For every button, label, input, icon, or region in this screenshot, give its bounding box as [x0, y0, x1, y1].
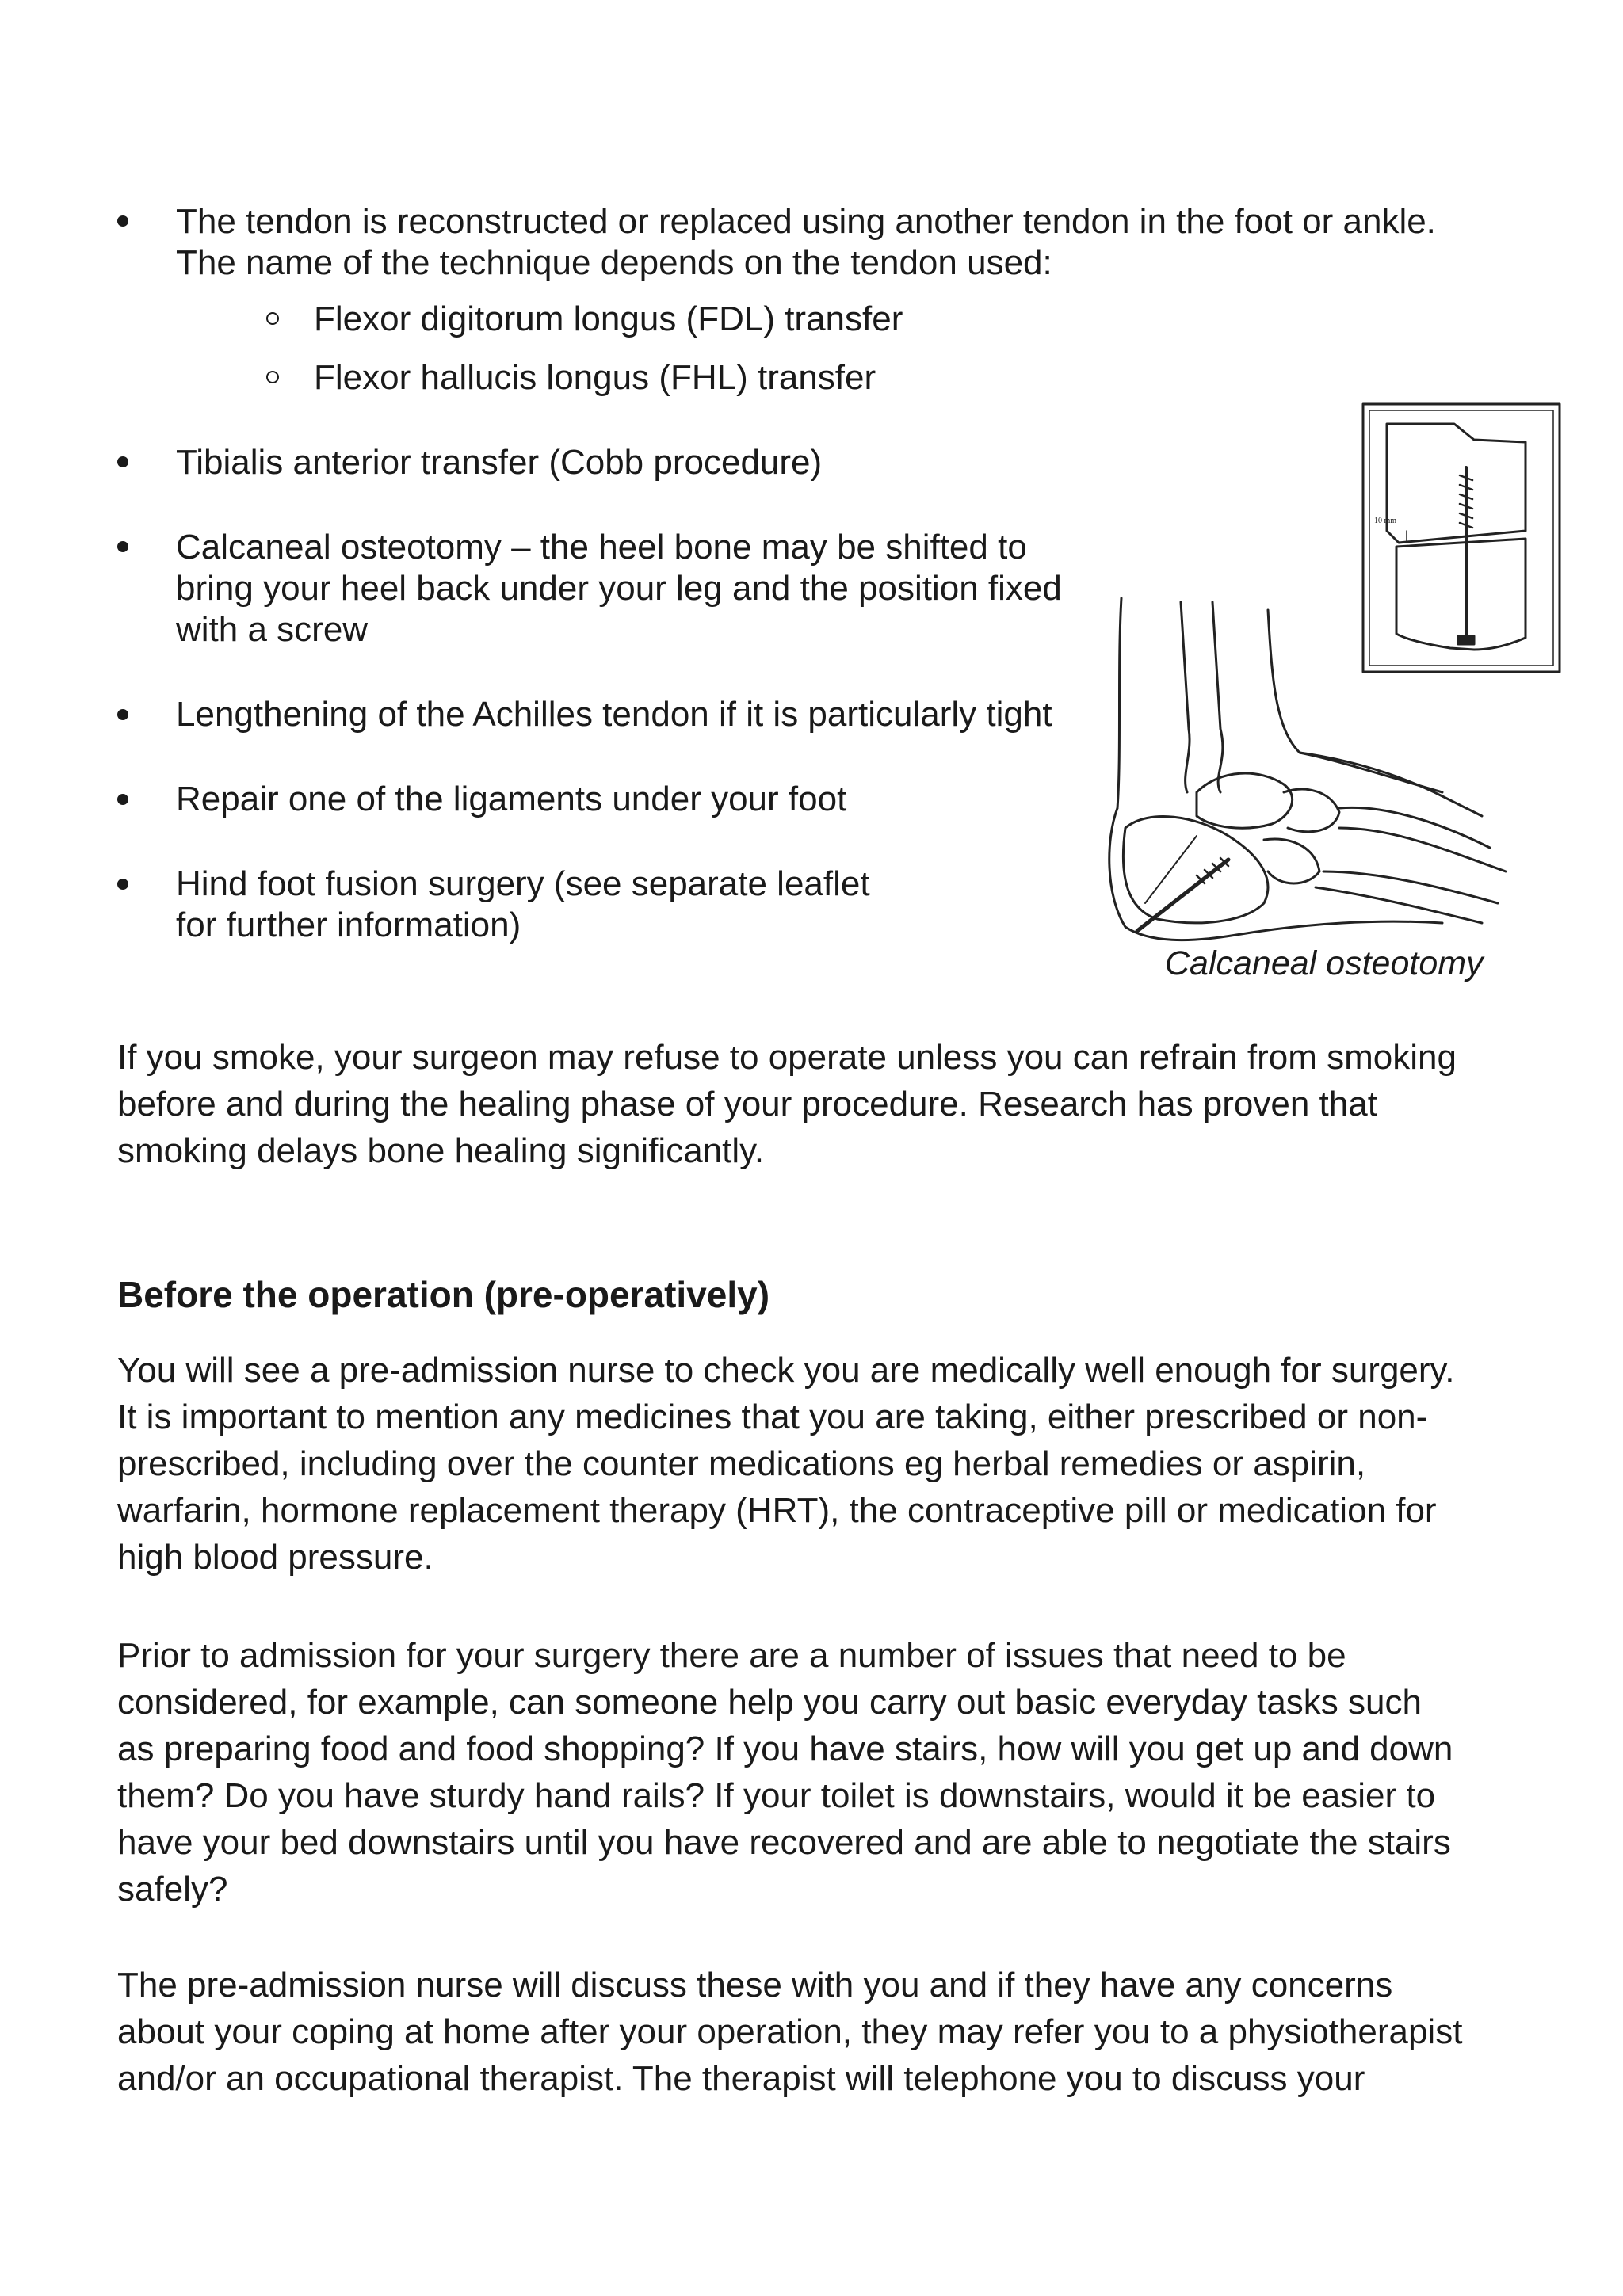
text-line: It is important to mention any medicines that you are taking, either prescribed or non-	[117, 1398, 1428, 1436]
osteotomy-cut	[1145, 836, 1197, 903]
sub-item-fhl: Flexor hallucis longus (FHL) transfer	[314, 358, 876, 397]
cuboid-outline	[1264, 839, 1319, 883]
figure-caption: Calcaneal osteotomy	[1165, 944, 1484, 982]
text-line: safely?	[117, 1870, 228, 1909]
text-line: as preparing food and food shopping? If you have stairs, how will you get up and down	[117, 1730, 1453, 1768]
prior-to-admission-paragraph	[117, 1632, 1512, 1913]
inset-screw-head	[1458, 636, 1474, 644]
text-line: warfarin, hormone replacement therapy (HRT), the contraceptive pill or medication for	[117, 1491, 1437, 1530]
text-line: with a screw	[176, 610, 369, 649]
inset-heel-lower	[1396, 539, 1526, 650]
metatarsal-1	[1339, 807, 1490, 848]
text-line: If you smoke, your surgeon may refuse to operate unless you can refrain from smoking	[117, 1038, 1457, 1077]
bullet-tibialis: Tibialis anterior transfer (Cobb procedure)	[176, 443, 823, 482]
text-line: bring your heel back under your leg and the position fixed	[176, 569, 1062, 608]
metatarsal-3	[1323, 871, 1498, 903]
sub-bullet-marker	[266, 371, 279, 383]
pre-admission-paragraph	[117, 1347, 1512, 1581]
text-line: them? Do you have sturdy hand rails? If your toilet is downstairs, would it be easier to	[117, 1776, 1436, 1815]
nurse-discussion-paragraph	[117, 1962, 1512, 2102]
bullet-marker	[117, 456, 128, 467]
sub-item-fdl: Flexor digitorum longus (FDL) transfer	[314, 299, 903, 338]
text-line: prescribed, including over the counter medications eg herbal remedies or aspirin,	[117, 1444, 1366, 1483]
text-line: The tendon is reconstructed or replaced using another tendon in the foot or ankle.	[176, 202, 1436, 241]
bullet-calcaneal-osteotomy	[176, 527, 1062, 650]
bullet-marker	[117, 709, 128, 720]
text-line: Calcaneal osteotomy – the heel bone may be shifted to	[176, 528, 1027, 566]
calcaneus-outline	[1123, 817, 1268, 923]
section-heading: Before the operation (pre-operatively)	[117, 1274, 770, 1315]
sub-bullet-marker	[266, 312, 279, 325]
text-line: smoking delays bone healing significantly.	[117, 1131, 765, 1170]
text-line: You will see a pre-admission nurse to check you are medically well enough for surgery.	[117, 1351, 1455, 1390]
bullet-ligament: Repair one of the ligaments under your foot	[176, 780, 847, 818]
bullet-marker	[117, 541, 128, 552]
metatarsal-2	[1339, 828, 1506, 871]
calcaneal-osteotomy-illustration	[1102, 396, 1577, 943]
bullet-hind-foot-fusion	[176, 864, 870, 946]
tibia-inner	[1212, 602, 1223, 792]
ankle-contour	[1300, 753, 1482, 816]
text-line: before and during the healing phase of your procedure. Research has proven that	[117, 1085, 1377, 1123]
fibula-outline	[1181, 602, 1190, 792]
inset-heel-bone	[1387, 424, 1526, 543]
text-line: The name of the technique depends on the tendon used:	[176, 243, 1052, 282]
text-line: high blood pressure.	[117, 1538, 433, 1577]
text-line: for further information)	[176, 906, 521, 944]
text-line: considered, for example, can someone help you carry out basic everyday tasks such	[117, 1683, 1422, 1722]
bullet-marker	[117, 215, 128, 227]
tibia-outline	[1117, 598, 1121, 808]
bullet-marker	[117, 794, 128, 805]
text-line: Prior to admission for your surgery there are a number of issues that need to be	[117, 1636, 1346, 1675]
bullet-achilles: Lengthening of the Achilles tendon if it is particularly tight	[176, 695, 1052, 734]
inset-measure-label: 10 mm	[1374, 517, 1397, 525]
text-line: have your bed downstairs until you have recovered and are able to negotiate the stairs	[117, 1823, 1451, 1862]
bullet-marker	[117, 879, 128, 890]
bullet-tendon-reconstruction	[176, 201, 1436, 284]
text-line: about your coping at home after your operation, they may refer you to a physiotherapist	[117, 2012, 1463, 2051]
text-line: The pre-admission nurse will discuss these with you and if they have any concerns	[117, 1966, 1393, 2004]
talus-outline	[1197, 773, 1293, 828]
text-line: Hind foot fusion surgery (see separate leaflet	[176, 864, 870, 903]
smoking-paragraph	[117, 1034, 1512, 1174]
text-line: and/or an occupational therapist. The therapist will telephone you to discuss your	[117, 2059, 1365, 2098]
